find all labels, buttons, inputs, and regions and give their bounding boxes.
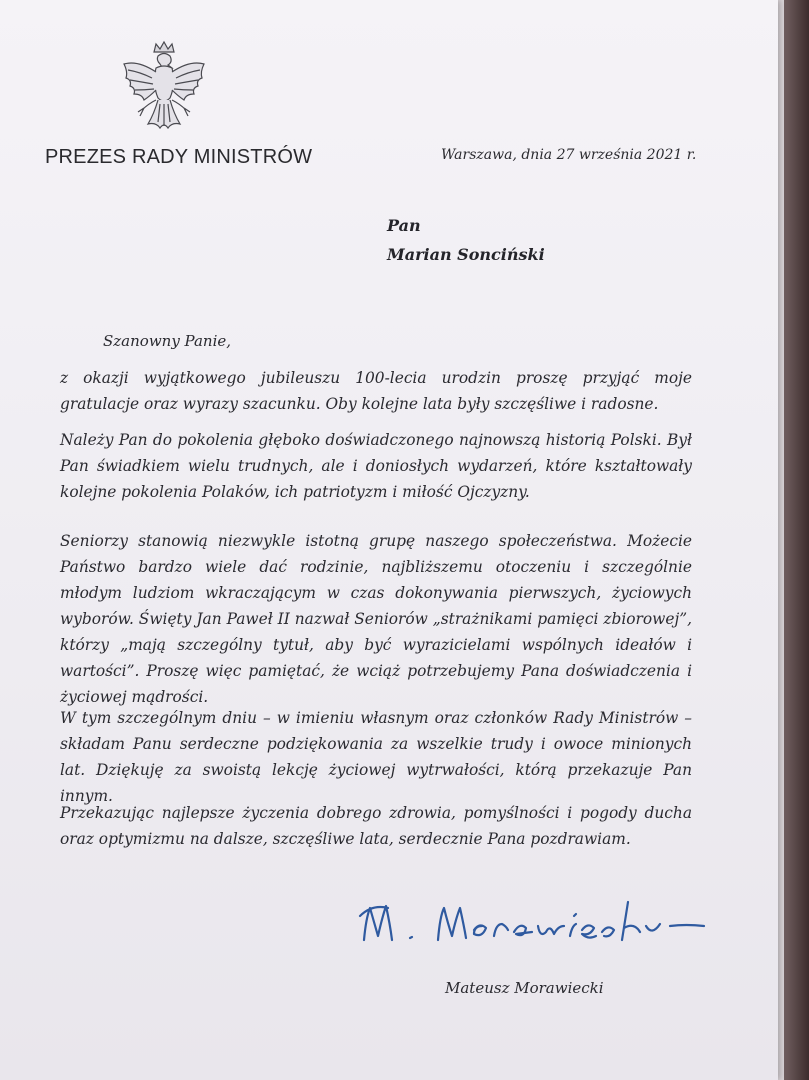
letter-paragraph: W tym szczególnym dniu – w imieniu własnym oraz członków Rady Ministrów – składam Panu serdeczne podziękowania za wszelkie trudy i owoce minionych lat. Dziękuję za swoistą lekcję życiowej wytrwałości, którą przekazuje Pan innym. — [60, 709, 692, 805]
letter-paragraph: Należy Pan do pokolenia głęboko doświadczonego najnowszą historią Polski. Był Pan świadkiem wielu trudnych, ale i doniosłych wydarzeń, które kształtowały kolejne pokolenia Polaków, ich patriotyzm i miłość Ojczyzny. — [60, 431, 692, 501]
white-eagle-emblem-icon — [118, 38, 210, 136]
recipient-title: Pan — [387, 216, 421, 235]
letter-paragraph: z okazji wyjątkowego jubileuszu 100-lecia urodzin proszę przyjąć moje gratulacje oraz wyrazy szacunku. Oby kolejne lata były szczęśliwe i radosne. — [60, 369, 692, 413]
signer-name: Mateusz Morawiecki — [445, 979, 604, 997]
date-line: Warszawa, dnia 27 września 2021 r. — [441, 147, 697, 163]
letter-paragraph: Przekazując najlepsze życzenia dobrego zdrowia, pomyślności i pogody ducha oraz optymizmu na dalsze, szczęśliwe lata, serdecznie Pana pozdrawiam. — [60, 804, 692, 848]
letter-paragraph: Seniorzy stanowią niezwykle istotną grupę naszego społeczeństwa. Możecie Państwo bardzo wiele dać rodzinie, najbliższemu otoczeniu i szczególnie młodym ludziom wkraczającym w czas dokonywania pierwszych, życiowych wyborów. Święty Jan Paweł II nazwał Seniorów „strażnikami pamięci zbiorowej”, którzy „mają szczególny tytuł, aby być wyrazicielami wspólnych ideałów i wartości”. Proszę więc pamiętać, że wciąż potrzebujemy Pana doświadczenia i życiowej mądrości. — [60, 532, 692, 706]
office-title: PREZES RADY MINISTRÓW — [45, 146, 313, 168]
handwritten-signature — [352, 896, 714, 954]
salutation: Szanowny Panie, — [103, 332, 232, 350]
recipient-name: Marian Sonciński — [387, 245, 545, 264]
page-edge — [778, 0, 784, 1080]
